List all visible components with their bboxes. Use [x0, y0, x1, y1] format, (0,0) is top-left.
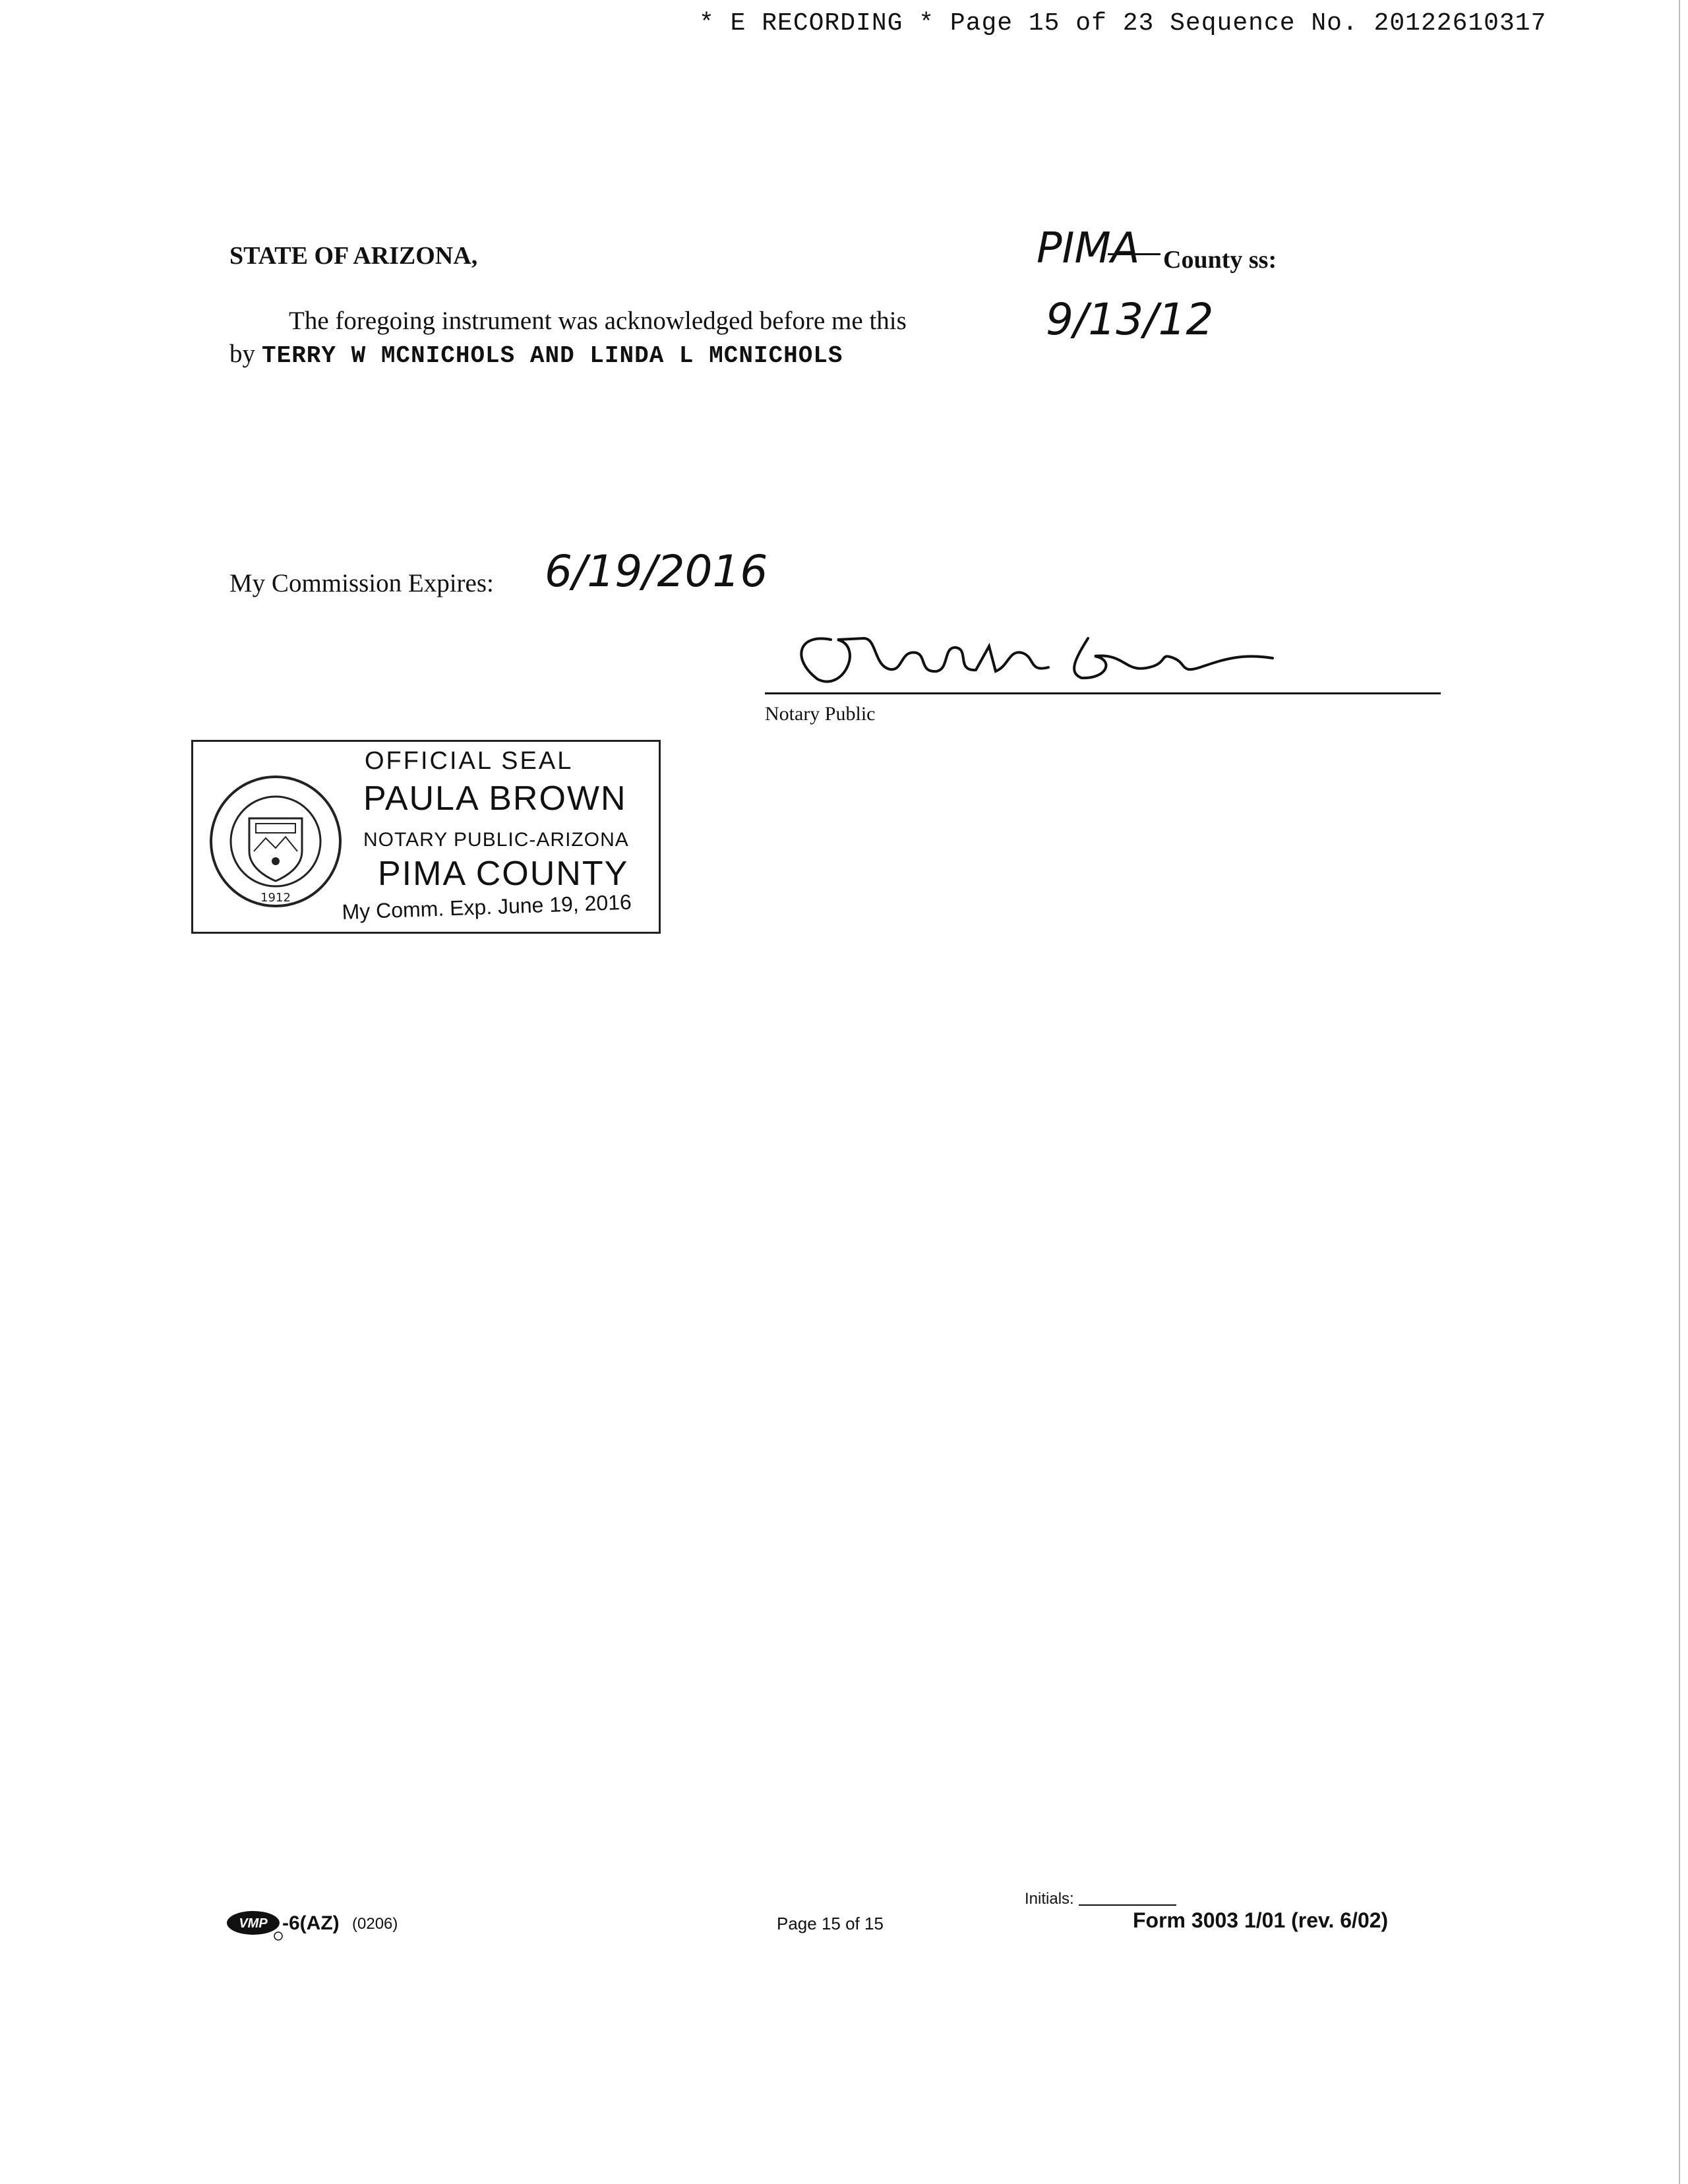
signer-names: TERRY W MCNICHOLS AND LINDA L MCNICHOLS — [262, 342, 843, 369]
county-label: County ss: — [1163, 246, 1277, 274]
form-code: -6(AZ) — [282, 1912, 340, 1934]
seal-notary-line: NOTARY PUBLIC-ARIZONA — [363, 829, 629, 851]
county-handwritten: PIMA — [1037, 224, 1140, 273]
page-edge-line — [1679, 0, 1680, 2184]
acknowledgment-statement: The foregoing instrument was acknowledged before me this — [289, 307, 907, 335]
commission-label: My Commission Expires: — [229, 569, 494, 597]
form-number: Form 3003 1/01 (rev. 6/02) — [1133, 1908, 1389, 1932]
notary-public-label: Notary Public — [765, 703, 876, 725]
seal-expiration: My Comm. Exp. June 19, 2016 — [342, 890, 632, 924]
state-seal-emblem — [206, 772, 345, 911]
county-strikethrough — [1108, 253, 1160, 255]
seal-emblem-year: 1912 — [260, 891, 291, 905]
signature-line — [765, 692, 1441, 694]
seal-notary-name: PAULA BROWN — [363, 779, 627, 818]
signers-line — [229, 339, 843, 369]
vmp-logo-text: VMP — [239, 1916, 268, 1931]
by-prefix: by — [229, 340, 255, 368]
vmp-logo-icon — [226, 1908, 285, 1941]
acknowledgment-date-handwritten: 9/13/12 — [1046, 294, 1214, 345]
recording-banner: * E RECORDING * Page 15 of 23 Sequence No. 20122610317 — [699, 9, 1547, 38]
page-number: Page 15 of 15 — [777, 1914, 884, 1933]
form-date: (0206) — [352, 1915, 398, 1933]
commission-date-handwritten: 6/19/2016 — [545, 546, 768, 597]
seal-county: PIMA COUNTY — [378, 855, 629, 893]
initials-label: Initials: — [1025, 1890, 1074, 1908]
initials-field-line — [1079, 1904, 1176, 1906]
seal-heading: OFFICIAL SEAL — [365, 747, 574, 775]
state-heading: STATE OF ARIZONA, — [229, 242, 478, 270]
official-seal-stamp — [191, 740, 661, 934]
